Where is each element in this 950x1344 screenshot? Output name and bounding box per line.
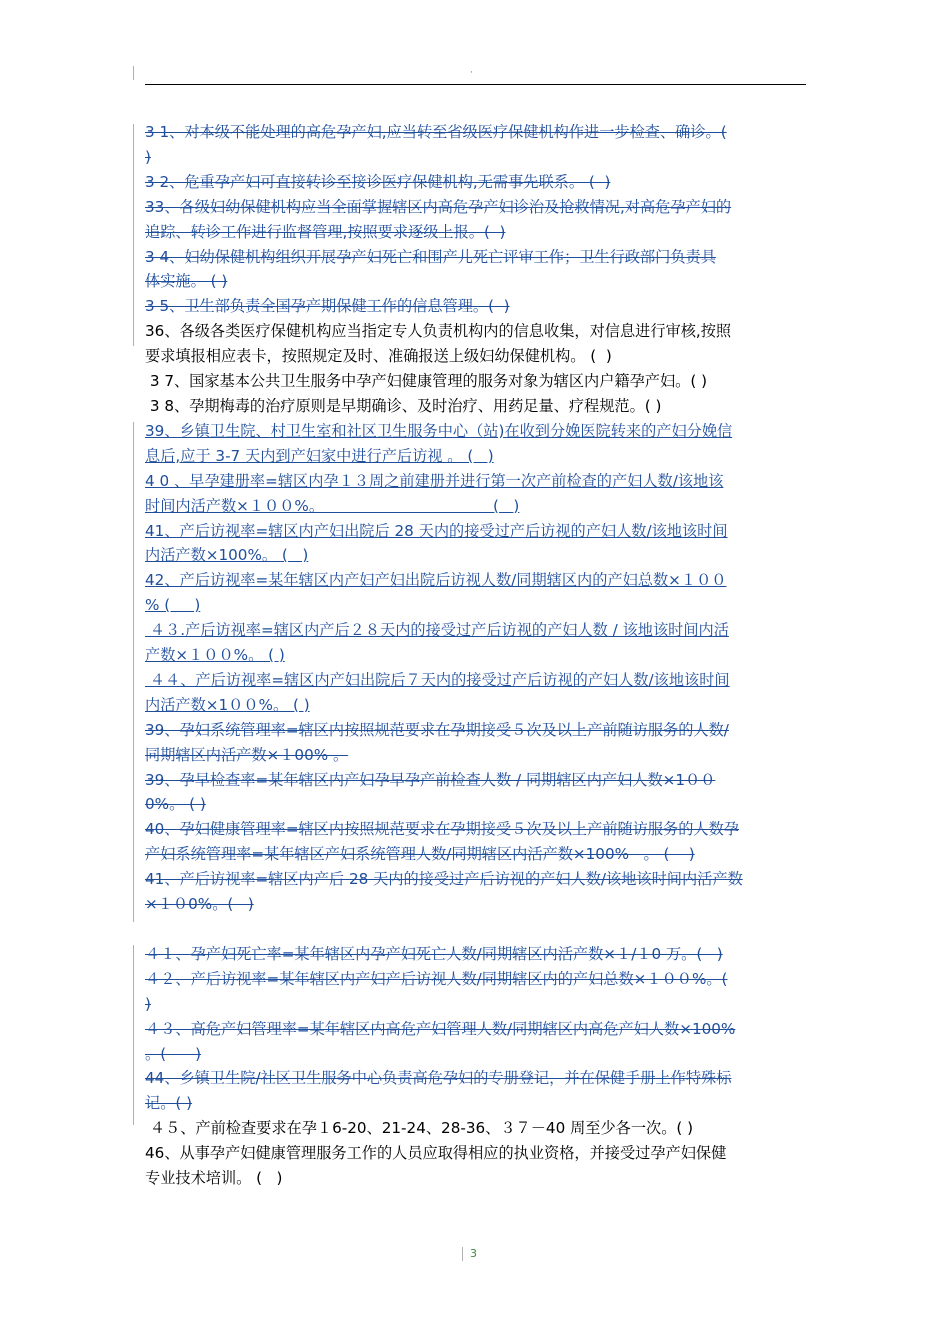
deleted-text: ) bbox=[145, 994, 151, 1013]
inserted-text: % ( ) bbox=[145, 596, 201, 615]
text-line bbox=[145, 170, 809, 195]
text-line bbox=[145, 344, 809, 369]
text-line bbox=[145, 120, 809, 145]
text-line bbox=[145, 718, 809, 743]
body-text: ４５、产前检查要求在孕１6-20、21-24、28-36、３７－40 周至少各一次。( ) bbox=[145, 1119, 694, 1138]
body-text: 3 7、国家基本公共卫生服务中孕产妇健康管理的服务对象为辖区内户籍孕产妇。( ) bbox=[145, 372, 708, 391]
footer-bar bbox=[462, 1247, 463, 1261]
body-text: 3 8、孕期梅毒的治疗原则是早期确诊、及时治疗、用药足量、疗程规范。( ) bbox=[145, 396, 662, 415]
text-line bbox=[145, 469, 809, 494]
deleted-text: 0%。 ( ) bbox=[145, 795, 206, 814]
text-line bbox=[145, 444, 809, 469]
text-line bbox=[145, 1166, 809, 1191]
text-line bbox=[145, 817, 809, 842]
margin-crop-mark-top bbox=[133, 66, 134, 80]
text-line bbox=[145, 319, 809, 344]
inserted-text: 42、产后访视率=某年辖区内产妇产妇出院后访视人数/同期辖区内的产妇总数×１００ bbox=[145, 571, 727, 590]
text-line bbox=[145, 543, 809, 568]
text-line bbox=[145, 1066, 809, 1091]
inserted-text: 内活产数×100%。 ( ) bbox=[145, 546, 309, 565]
text-line bbox=[145, 768, 809, 793]
text-line bbox=[145, 195, 809, 220]
deleted-text: 39、孕早检查率=某年辖区内产妇孕早孕产前检查人数 / 同期辖区内产妇人数×1００ bbox=[145, 770, 716, 789]
deleted-text: 3 2、危重孕产妇可直接转诊至接诊医疗保健机构,无需事先联系。 ( ) bbox=[145, 172, 611, 191]
text-line bbox=[145, 269, 809, 294]
text-line bbox=[145, 1042, 809, 1067]
inserted-text: 息后,应于 3-7 天内到产妇家中进行产后访视 。 ( ) bbox=[145, 446, 494, 465]
deleted-text: ４３、高危产妇管理率=某年辖区内高危产妇管理人数/同期辖区内高危产妇人数×100% bbox=[145, 1019, 736, 1038]
text-line bbox=[145, 593, 809, 618]
deleted-text: ４１、孕产妇死亡率=某年辖区内孕产妇死亡人数/同期辖区内活产数×１/１0 万。( ) bbox=[145, 944, 723, 963]
margin-change-bar-2 bbox=[133, 422, 134, 922]
document-body bbox=[145, 120, 809, 1191]
text-line bbox=[145, 967, 809, 992]
text-line bbox=[145, 494, 809, 519]
blank-line bbox=[145, 917, 809, 942]
text-line bbox=[145, 1116, 809, 1141]
header-mark: · bbox=[470, 68, 473, 78]
text-line bbox=[145, 668, 809, 693]
deleted-text: 3 1、对本级不能处理的高危孕产妇,应当转至省级医疗保健机构作进一步检查、确诊。( bbox=[145, 123, 727, 141]
deleted-text: 40、孕妇健康管理率=辖区内按照规范要求在孕期接受５次及以上产前随访服务的人数孕 bbox=[145, 820, 739, 839]
deleted-text: 41、产后访视率=辖区内产后 28 天内的接受过产后访视的产妇人数/该地该时间内活产数 bbox=[145, 870, 743, 889]
text-line bbox=[145, 519, 809, 544]
deleted-text: 同期辖区内活产数×１00% 。 bbox=[145, 745, 349, 764]
inserted-text: 产数×１００%。 ( ) bbox=[145, 646, 285, 665]
text-line bbox=[145, 643, 809, 668]
deleted-text: 体实施。 ( ) bbox=[145, 272, 228, 291]
inserted-text: 时间内活产数×１００%。 ( ) bbox=[145, 496, 520, 515]
deleted-text: 33、各级妇幼保健机构应当全面掌握辖区内高危孕产妇诊治及抢救情况,对高危孕产妇的 bbox=[145, 197, 732, 216]
text-line bbox=[145, 892, 809, 917]
margin-change-bar bbox=[133, 124, 134, 346]
deleted-text: 3 4、妇幼保健机构组织开展孕产妇死亡和围产儿死亡评审工作；卫生行政部门负责具 bbox=[145, 247, 716, 266]
text-line bbox=[145, 1091, 809, 1116]
text-line bbox=[145, 867, 809, 892]
body-text: 36、各级各类医疗保健机构应当指定专人负责机构内的信息收集，对信息进行审核,按照 bbox=[145, 322, 732, 341]
body-text: 要求填报相应表卡，按照规定及时、准确报送上级妇幼保健机构。 ( ) bbox=[145, 347, 612, 366]
deleted-text: ×１０0%。( ) bbox=[145, 895, 254, 914]
deleted-text: 追踪、转诊工作进行监督管理,按照要求逐级上报。( ) bbox=[145, 222, 506, 241]
inserted-text: ４３.产后访视率=辖区内产后２８天内的接受过产后访视的产妇人数 / 该地该时间内活 bbox=[145, 621, 729, 640]
body-text: 46、从事孕产妇健康管理服务工作的人员应取得相应的执业资格，并接受过孕产妇保健 bbox=[145, 1144, 727, 1163]
deleted-text: 记。( ) bbox=[145, 1094, 193, 1113]
deleted-text: 。( ) bbox=[145, 1044, 202, 1063]
deleted-text: 3 5、卫生部负责全国孕产期保健工作的信息管理。( ) bbox=[145, 297, 510, 316]
deleted-text: 44、乡镇卫生院/社区卫生服务中心负责高危孕妇的专册登记，并在保健手册上作特殊标 bbox=[145, 1069, 732, 1088]
text-line bbox=[145, 294, 809, 319]
text-line bbox=[145, 992, 809, 1017]
text-line bbox=[145, 394, 809, 419]
deleted-text: 产妇系统管理率=某年辖区产妇系统管理人数/同期辖区内活产数×100% 。 ( ) bbox=[145, 845, 695, 864]
text-line bbox=[145, 942, 809, 967]
inserted-text: 39、乡镇卫生院、村卫生室和社区卫生服务中心（站)在收到分娩医院转来的产妇分娩信 bbox=[145, 421, 733, 440]
text-line bbox=[145, 693, 809, 718]
text-line bbox=[145, 842, 809, 867]
text-line bbox=[145, 743, 809, 768]
text-line bbox=[145, 145, 809, 170]
text-line bbox=[145, 369, 809, 394]
text-line bbox=[145, 245, 809, 270]
body-text: 专业技术培训。 ( ) bbox=[145, 1169, 283, 1188]
inserted-text: 4 0 、早孕建册率=辖区内孕１３周之前建册并进行第一次产前检查的产妇人数/该地该 bbox=[145, 471, 724, 490]
margin-change-bar-3 bbox=[133, 945, 134, 1125]
text-line bbox=[145, 1017, 809, 1042]
deleted-text: ) bbox=[145, 147, 151, 166]
page-number: 3 bbox=[470, 1247, 477, 1260]
text-line bbox=[145, 568, 809, 593]
deleted-text: ４２、产后访视率=某年辖区内产妇产后访视人数/同期辖区内的产妇总数×１００%。( bbox=[145, 969, 728, 988]
inserted-text: 内活产数×1００%。 ( ) bbox=[145, 695, 310, 714]
inserted-text: ４４、产后访视率=辖区内产妇出院后７天内的接受过产后访视的产妇人数/该地该时间 bbox=[145, 670, 730, 689]
header-rule bbox=[145, 84, 806, 85]
deleted-text: 39、孕妇系统管理率=辖区内按照规范要求在孕期接受５次及以上产前随访服务的人数/ bbox=[145, 720, 729, 739]
text-line bbox=[145, 419, 809, 444]
text-line bbox=[145, 220, 809, 245]
text-line bbox=[145, 1141, 809, 1166]
text-line bbox=[145, 618, 809, 643]
text-line bbox=[145, 792, 809, 817]
inserted-text: 41、产后访视率=辖区内产妇出院后 28 天内的接受过产后访视的产妇人数/该地该时间 bbox=[145, 521, 728, 540]
